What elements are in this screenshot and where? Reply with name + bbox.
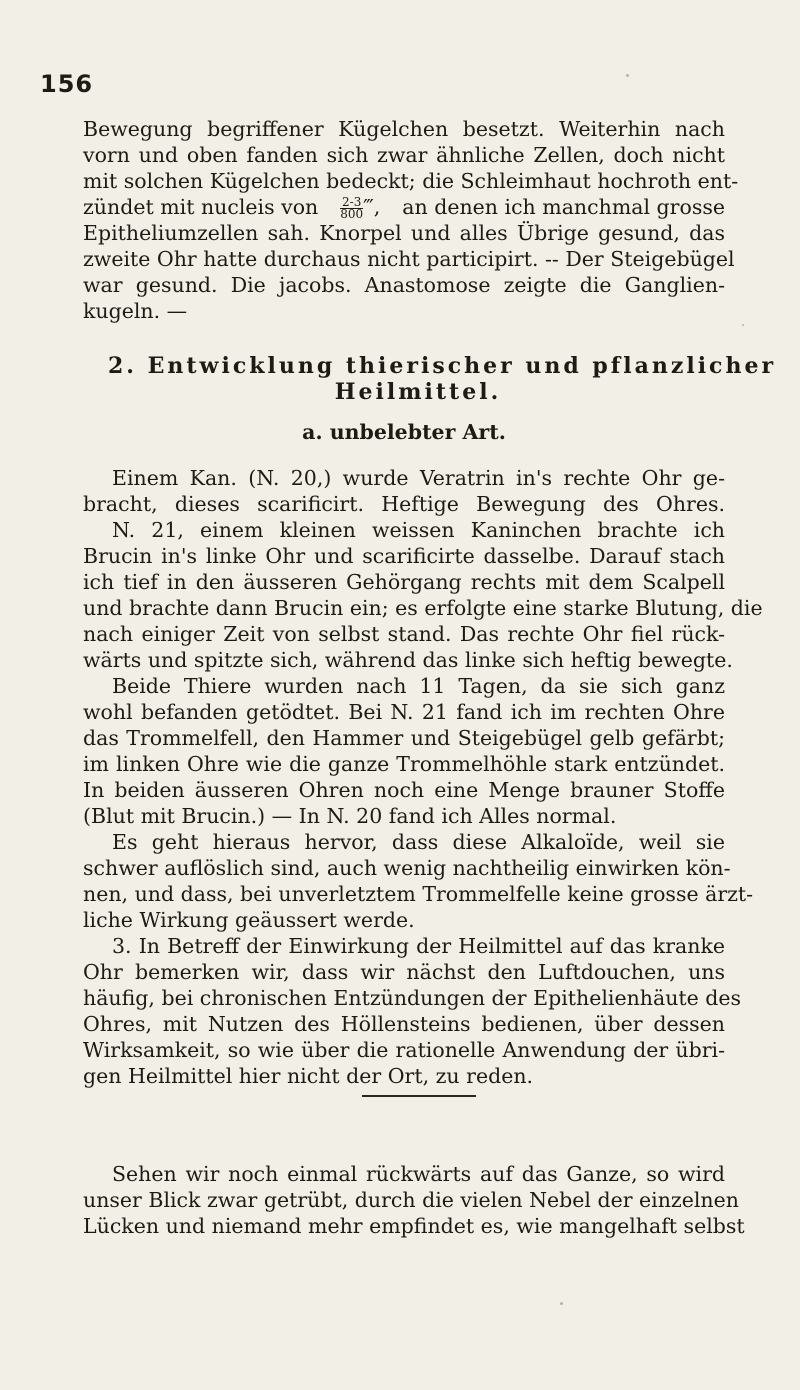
section-heading: 2. Entwicklung thierischer und pflanzlicher bbox=[108, 353, 777, 379]
text-line: und brachte dann Brucin ein; es erfolgte eine starke Blutung, die bbox=[83, 596, 763, 620]
text-line: vorn und oben fanden sich zwar ähnliche Zellen, doch nicht bbox=[83, 143, 725, 167]
text-line: Brucin in's linke Ohr und scarificirte dasselbe. Darauf stach bbox=[83, 544, 725, 568]
paper-speck bbox=[560, 1302, 563, 1305]
text-fragment: an denen ich manchmal grosse bbox=[402, 195, 725, 219]
section-separator-rule bbox=[362, 1095, 476, 1097]
text-line: im linken Ohre wie die ganze Trommelhöhle stark entzündet. bbox=[83, 752, 725, 776]
text-line: Epitheliumzellen sah. Knorpel und alles Übrige gesund, das bbox=[83, 221, 725, 245]
text-line: Lücken und niemand mehr empfindet es, wie mangelhaft selbst bbox=[83, 1214, 745, 1238]
text-line: N. 21, einem kleinen weissen Kaninchen brachte ich bbox=[112, 518, 725, 542]
text-line: nach einiger Zeit von selbst stand. Das rechte Ohr fiel rück- bbox=[83, 622, 725, 646]
fraction-numerator: 2-3 bbox=[342, 195, 362, 209]
fraction-measure bbox=[340, 194, 380, 220]
text-line: unser Blick zwar getrübt, durch die vielen Nebel der einzelnen bbox=[83, 1188, 739, 1212]
text-line: Es geht hieraus hervor, dass diese Alkaloïde, weil sie bbox=[112, 830, 725, 854]
text-line: 3. In Betreff der Einwirkung der Heilmittel auf das kranke bbox=[112, 934, 725, 958]
text-line: wohl befanden getödtet. Bei N. 21 fand ich im rechten Ohre bbox=[83, 700, 725, 724]
text-line: nen, und dass, bei unverletztem Trommelfelle keine grosse ärzt- bbox=[83, 882, 754, 906]
fraction bbox=[340, 197, 363, 220]
text-line: war gesund. Die jacobs. Anastomose zeigte die Ganglien- bbox=[83, 273, 725, 297]
text-line: Sehen wir noch einmal rückwärts auf das Ganze, so wird bbox=[112, 1162, 725, 1186]
text-line: Beide Thiere wurden nach 11 Tagen, da sie sich ganz bbox=[112, 674, 725, 698]
text-line: ich tief in den äusseren Gehörgang rechts mit dem Scalpell bbox=[83, 570, 725, 594]
text-line: häufig, bei chronischen Entzündungen der Epithelienhäute des bbox=[83, 986, 742, 1010]
subsection-heading: a. unbelebter Art. bbox=[302, 420, 506, 444]
text-line: liche Wirkung geäussert werde. bbox=[83, 908, 415, 932]
text-line: bracht, dieses scarificirt. Heftige Bewegung des Ohres. bbox=[83, 492, 725, 516]
text-fragment: zündet mit nucleis von bbox=[83, 195, 319, 219]
text-line: mit solchen Kügelchen bedeckt; die Schleimhaut hochroth ent- bbox=[83, 169, 739, 193]
text-line: das Trommelfell, den Hammer und Steigebügel gelb gefärbt; bbox=[83, 726, 725, 750]
paper-speck bbox=[626, 74, 629, 77]
text-line: schwer auflöslich sind, auch wenig nachtheilig einwirken kön- bbox=[83, 856, 731, 880]
fraction-suffix: ‴, bbox=[363, 195, 381, 219]
section-heading-continued: Heilmittel. bbox=[334, 379, 502, 405]
text-line: (Blut mit Brucin.) — In N. 20 fand ich Alles normal. bbox=[83, 804, 617, 828]
text-line: zweite Ohr hatte durchaus nicht participirt. -- Der Steigebügel bbox=[83, 247, 735, 271]
text-line-with-fraction bbox=[83, 194, 725, 220]
text-line: kugeln. — bbox=[83, 299, 188, 323]
text-line: Ohres, mit Nutzen des Höllensteins bedienen, über dessen bbox=[83, 1012, 725, 1036]
text-line: wärts und spitzte sich, während das linke sich heftig bewegte. bbox=[83, 648, 733, 672]
paper-speck bbox=[742, 324, 744, 326]
text-line: Wirksamkeit, so wie über die rationelle Anwendung der übri- bbox=[83, 1038, 725, 1062]
fraction-denominator: 800 bbox=[340, 207, 364, 221]
page-number: 156 bbox=[40, 70, 94, 98]
text-line: In beiden äusseren Ohren noch eine Menge brauner Stoffe bbox=[83, 778, 725, 802]
text-line: Bewegung begriffener Kügelchen besetzt. Weiterhin nach bbox=[83, 117, 725, 141]
text-line: gen Heilmittel hier nicht der Ort, zu reden. bbox=[83, 1064, 534, 1088]
text-line: Einem Kan. (N. 20,) wurde Veratrin in's rechte Ohr ge- bbox=[112, 466, 725, 490]
text-line: Ohr bemerken wir, dass wir nächst den Luftdouchen, uns bbox=[83, 960, 725, 984]
